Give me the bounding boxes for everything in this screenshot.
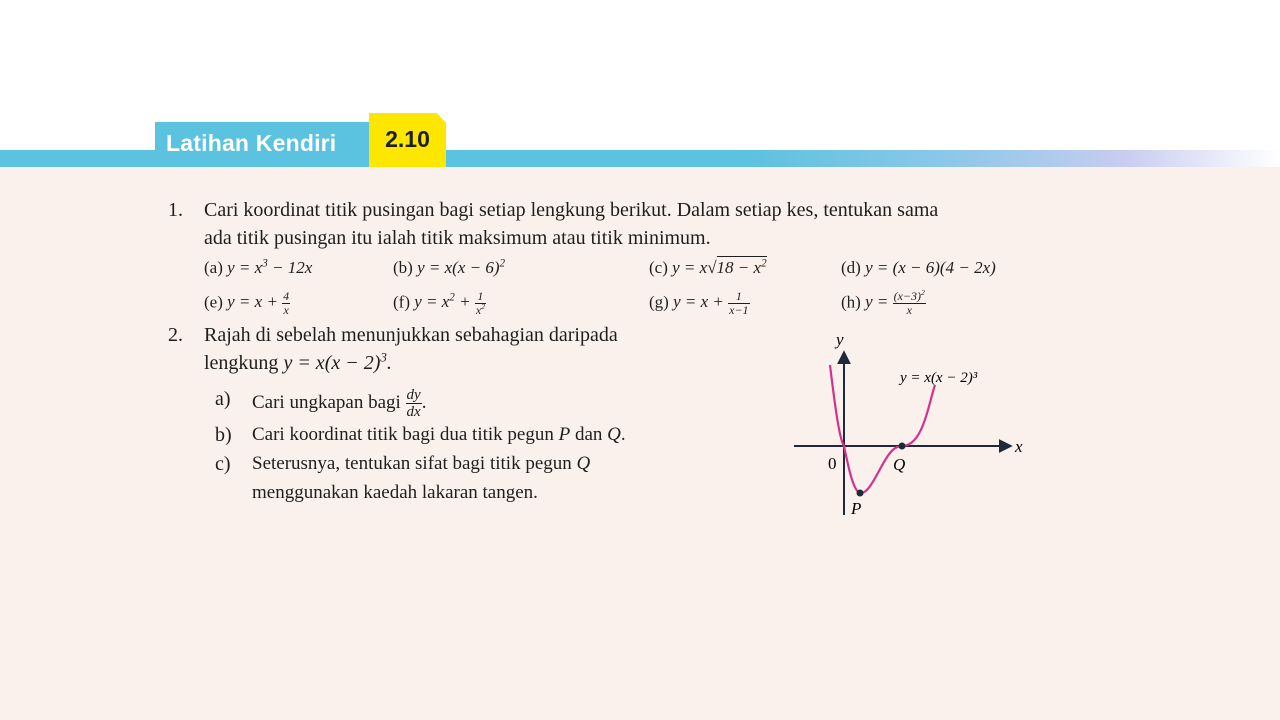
- curve-equation: $y = x(x - 2)^3$.: [283, 349, 392, 374]
- question-2-text-line2: [204, 351, 392, 375]
- option-expression: y = x + $\frac{4}{x}$: [227, 289, 290, 317]
- part-c-text: Seterusnya, tentukan sifat bagi titik pegun Q: [252, 453, 591, 474]
- y-axis-label: y: [836, 330, 844, 349]
- option-label: (a): [204, 258, 223, 277]
- part-a-instruction: Cari ungkapan bagi: [252, 391, 401, 413]
- option-expression: $y = x^2$ + $\frac{1}{x^2}$: [414, 289, 486, 317]
- option-f: [393, 290, 486, 317]
- option-label: (b): [393, 258, 413, 277]
- point-q-marker: [899, 443, 906, 450]
- part-b-label: b): [215, 424, 232, 446]
- part-a-text: Cari ungkapan bagi $\frac{dy}{dx}$ .: [252, 387, 427, 420]
- option-label: (c): [649, 258, 668, 277]
- option-label: (g): [649, 292, 669, 312]
- option-expression: $y = x(x - 6)^2$: [417, 257, 506, 277]
- part-c-text-line2: menggunakan kaedah lakaran tangen.: [252, 482, 538, 503]
- question-1-number: 1.: [168, 199, 183, 221]
- question-1-text-line2: ada titik pusingan itu ialah titik maksimum atau titik minimum.: [204, 227, 711, 249]
- option-expression: $y = x√18 - x^2$: [672, 257, 767, 277]
- option-g: [649, 290, 750, 317]
- option-b: [393, 257, 505, 279]
- option-h: [841, 290, 926, 317]
- option-expression: y = $\frac{(x-3)^2}{x}$: [865, 288, 925, 317]
- question-1-text-line1: Cari koordinat titik pusingan bagi setiap lengkung berikut. Dalam setiap kes, tentukan sama: [204, 199, 939, 221]
- option-e: [204, 290, 290, 317]
- origin-label: 0: [828, 454, 837, 473]
- option-expression: y = (x − 6)(4 − 2x): [865, 258, 996, 277]
- part-a-label: a): [215, 388, 231, 410]
- option-label: (h): [841, 292, 861, 312]
- derivative-fraction: $\frac{dy}{dx}$: [406, 387, 421, 420]
- option-label: (e): [204, 292, 223, 312]
- point-p-marker: [857, 490, 864, 497]
- option-expression: $y = x^3 - 12x$: [227, 257, 313, 277]
- option-expression: y = x + $\frac{1}{x-1}$: [673, 289, 749, 317]
- option-label: (f): [393, 292, 410, 312]
- part-c-label: c): [215, 453, 231, 475]
- section-title: Latihan Kendiri: [166, 130, 337, 156]
- option-a: [204, 257, 312, 279]
- option-d: [841, 257, 996, 279]
- part-b-instruction: Cari koordinat titik bagi dua titik pegun: [252, 424, 554, 445]
- part-c-instruction: Seterusnya, tentukan sifat bagi titik pegun: [252, 453, 572, 474]
- curve-graph: [780, 325, 1030, 520]
- x-axis-label: x: [1015, 437, 1023, 456]
- question-2-text-line1: Rajah di sebelah menunjukkan sebahagian daripada: [204, 324, 618, 346]
- point-p-label: P: [851, 499, 862, 518]
- option-c: [649, 257, 767, 279]
- option-label: (d): [841, 258, 861, 277]
- question-2-number: 2.: [168, 324, 183, 346]
- part-b-text: Cari koordinat titik bagi dua titik pegun P dan Q.: [252, 424, 626, 445]
- point-q-label: Q: [893, 455, 906, 474]
- section-number: 2.10: [385, 126, 430, 152]
- question-2-line2-prefix: lengkung: [204, 352, 279, 374]
- curve-label: y = x(x − 2)³: [900, 370, 978, 386]
